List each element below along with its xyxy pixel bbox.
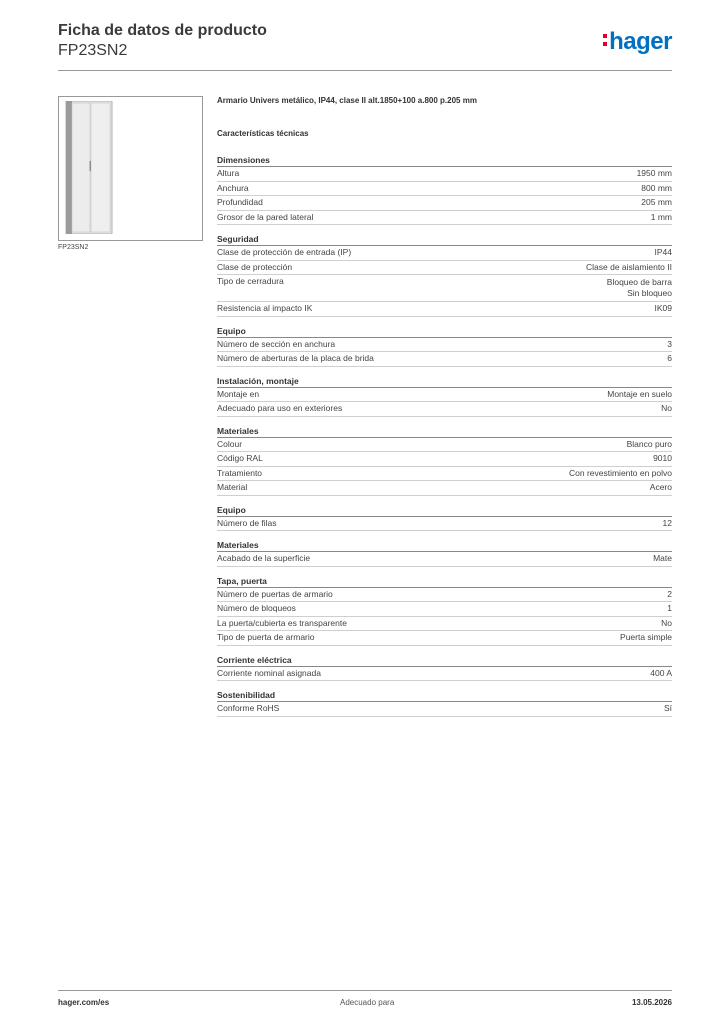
spec-row (217, 602, 672, 617)
spec-value-line: Blanco puro (626, 438, 672, 449)
logo-colon-icon (603, 34, 607, 38)
spec-label: Adecuado para uso en exteriores (217, 403, 343, 413)
spec-value (641, 198, 672, 208)
spec-label: Clase de protección de entrada (IP) (217, 247, 352, 257)
spec-value-line: 205 mm (641, 197, 672, 207)
spec-label: Número de puertas de armario (217, 588, 333, 599)
spec-label: Conforme RoHS (217, 703, 280, 713)
product-description: Armario Univers metálico, IP44, clase II alt.1850+100 a.800 p.205 mm (217, 96, 477, 105)
spec-label: Profundidad (217, 197, 263, 207)
spec-value-line: Sí (663, 703, 672, 713)
spec-row (217, 617, 672, 632)
footer-suitable-for: Adecuado para (340, 998, 395, 1007)
spec-row (217, 452, 672, 467)
spec-section (217, 376, 672, 417)
spec-value (637, 169, 672, 179)
spec-label: Número de filas (217, 517, 277, 528)
spec-section (217, 540, 672, 567)
spec-label: Anchura (217, 182, 249, 193)
spec-row (217, 481, 672, 496)
spec-label: Resistencia al impacto IK (217, 303, 313, 313)
spec-value-line: 3 (667, 338, 672, 349)
spec-label: Montaje en (217, 388, 260, 399)
spec-label: Clase de protección (217, 261, 293, 272)
spec-label: Colour (217, 438, 243, 449)
spec-label: Grosor de la pared lateral (217, 211, 314, 222)
spec-section (217, 655, 672, 682)
spec-value-line: Acero (649, 482, 672, 492)
spec-value (661, 619, 672, 629)
spec-label: Altura (217, 168, 240, 178)
spec-value-line: 6 (667, 353, 672, 363)
section-title: Materiales (217, 540, 672, 552)
spec-label: La puerta/cubierta es transparente (217, 617, 347, 628)
section-title: Equipo (217, 326, 672, 338)
spec-value-line: Con revestimiento en polvo (568, 467, 672, 478)
section-title: Materiales (217, 426, 672, 438)
section-title: Dimensiones (217, 155, 672, 167)
spec-value (641, 184, 672, 194)
spec-label: Código RAL (217, 453, 263, 463)
spec-row (217, 517, 672, 532)
spec-value (650, 483, 672, 493)
spec-row (217, 402, 672, 417)
section-title: Equipo (217, 505, 672, 517)
spec-section (217, 505, 672, 532)
spec-row (217, 667, 672, 682)
spec-value-line: 1950 mm (636, 168, 672, 178)
spec-row (217, 246, 672, 261)
spec-row (217, 182, 672, 197)
spec-label: Corriente nominal asignada (217, 667, 321, 678)
spec-row (217, 167, 672, 182)
spec-value (667, 604, 672, 614)
spec-value (667, 354, 672, 364)
section-title: Seguridad (217, 234, 672, 246)
spec-value (653, 554, 672, 564)
spec-row (217, 631, 672, 646)
spec-value-line: 1 (667, 603, 672, 613)
spec-value-line: IK09 (654, 303, 672, 313)
spec-row (217, 438, 672, 453)
footer-date: 13.05.2026 (631, 998, 672, 1007)
spec-value-line: 400 A (650, 667, 672, 678)
spec-value (661, 404, 672, 414)
spec-row (217, 552, 672, 567)
spec-row (217, 261, 672, 276)
spec-row (217, 352, 672, 367)
spec-value (651, 213, 672, 223)
footer-website: hager.com/es (58, 998, 110, 1007)
spec-label: Tipo de cerradura (217, 276, 284, 286)
spec-row (217, 338, 672, 353)
spec-value (607, 390, 672, 400)
spec-section (217, 155, 672, 225)
spec-label: Número de bloqueos (217, 603, 296, 613)
spec-value (663, 519, 672, 529)
spec-value-line: Mate (653, 553, 672, 563)
section-title: Sostenibilidad (217, 690, 672, 702)
spec-section (217, 234, 672, 317)
spec-value-line: 9010 (653, 453, 672, 463)
spec-label: Número de sección en anchura (217, 338, 336, 349)
spec-value-line: Clase de aislamiento II (586, 261, 672, 272)
header-divider (58, 70, 672, 71)
spec-row (217, 388, 672, 403)
spec-value (627, 440, 672, 450)
section-title: Tapa, puerta (217, 576, 672, 588)
spec-row (217, 275, 672, 302)
technical-characteristics-title: Características técnicas (217, 129, 309, 138)
spec-row (217, 302, 672, 317)
spec-row (217, 467, 672, 482)
spec-value-line: IP44 (654, 247, 672, 257)
spec-label: Material (217, 482, 248, 492)
hager-logo (603, 28, 672, 56)
spec-section (217, 690, 672, 717)
spec-value-line: Bloqueo de barra (606, 277, 672, 287)
spec-value-line: Puerta simple (620, 632, 672, 642)
spec-value (586, 263, 672, 273)
product-image-frame (58, 96, 203, 241)
footer-divider (58, 990, 672, 991)
product-caption: FP23SN2 (58, 244, 89, 251)
spec-value (650, 669, 672, 679)
spec-label: Tratamiento (217, 467, 263, 478)
spec-value (569, 469, 672, 479)
document-title: Ficha de datos de producto (58, 22, 267, 39)
spec-value-line: 2 (667, 588, 672, 599)
section-title: Instalación, montaje (217, 376, 672, 388)
spec-row (217, 196, 672, 211)
spec-value (653, 454, 672, 464)
product-content (217, 96, 672, 717)
spec-row (217, 211, 672, 226)
spec-value-line: Sin bloqueo (627, 288, 672, 298)
logo-text: hager (609, 28, 672, 55)
section-title: Corriente eléctrica (217, 655, 672, 667)
spec-value (667, 340, 672, 350)
spec-value (607, 277, 672, 299)
spec-section (217, 426, 672, 496)
spec-value (667, 590, 672, 600)
spec-value-line: 12 (662, 517, 672, 528)
product-reference: FP23SN2 (58, 42, 128, 59)
spec-value (655, 248, 673, 258)
metal-cabinet-icon (64, 101, 114, 234)
document-header (58, 20, 672, 70)
spec-label: Acabado de la superficie (217, 553, 311, 563)
spec-value-line: No (661, 617, 672, 628)
spec-value (655, 304, 673, 314)
spec-row (217, 702, 672, 717)
spec-label: Número de aberturas de la placa de brida (217, 353, 374, 363)
spec-value (664, 704, 672, 714)
spec-section (217, 576, 672, 646)
spec-value (620, 633, 672, 643)
spec-value-line: 800 mm (641, 182, 672, 193)
spec-row (217, 588, 672, 603)
spec-label: Tipo de puerta de armario (217, 632, 315, 642)
spec-sections (217, 155, 672, 717)
spec-value-line: Montaje en suelo (607, 388, 672, 399)
spec-value-line: No (661, 403, 672, 413)
spec-section (217, 326, 672, 367)
spec-value-line: 1 mm (650, 211, 672, 222)
